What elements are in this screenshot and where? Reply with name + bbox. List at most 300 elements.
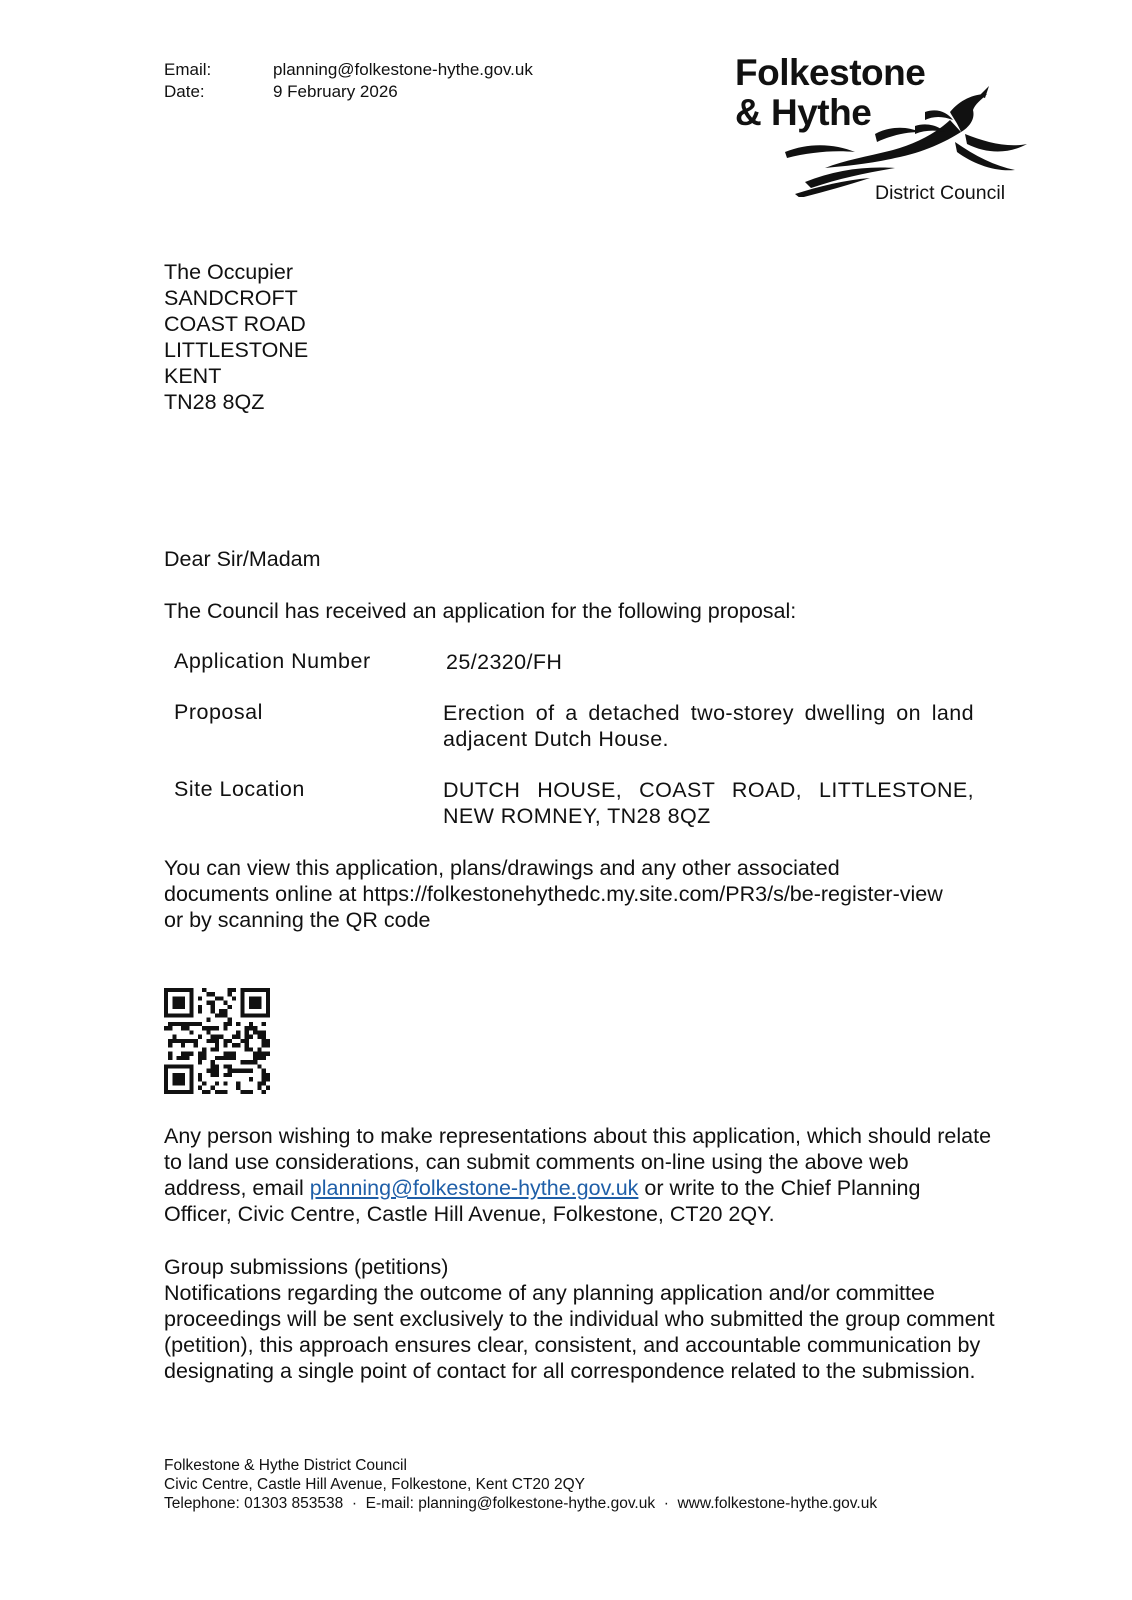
qr-module (189, 1005, 193, 1009)
qr-module (202, 1052, 206, 1056)
qr-module (228, 1018, 232, 1022)
qr-module (232, 1056, 236, 1060)
planning-email-link[interactable]: planning@folkestone-hythe.gov.uk (309, 1176, 639, 1200)
qr-module (168, 988, 172, 992)
qr-module (236, 1069, 240, 1073)
qr-module (211, 1064, 215, 1068)
qr-module (198, 1073, 202, 1077)
qr-module (223, 1064, 227, 1068)
qr-module (228, 1039, 232, 1043)
qr-module (249, 1005, 253, 1009)
salutation: Dear Sir/Madam (164, 547, 321, 571)
qr-module (189, 1022, 193, 1026)
qr-module (245, 1043, 249, 1047)
qr-module (266, 1077, 270, 1081)
qr-module (240, 1005, 244, 1009)
qr-module (168, 1043, 172, 1047)
qr-module (249, 1035, 253, 1039)
qr-module (266, 1039, 270, 1043)
qr-module (189, 1013, 193, 1017)
qr-module (215, 1039, 219, 1043)
qr-module (177, 988, 181, 992)
qr-module (177, 1005, 181, 1009)
qr-module (219, 1035, 223, 1039)
qr-module (240, 1060, 244, 1064)
qr-module (257, 1052, 261, 1056)
qr-module (245, 1060, 249, 1064)
qr-module (185, 1026, 189, 1030)
qr-module (257, 1064, 261, 1068)
qr-module (211, 1005, 215, 1009)
qr-module (215, 1069, 219, 1073)
qr-module (249, 1069, 253, 1073)
qr-module (181, 1026, 185, 1030)
qr-module (245, 1047, 249, 1051)
qr-module (245, 1090, 249, 1094)
qr-module (228, 1069, 232, 1073)
qr-module (215, 1026, 219, 1030)
logo-subtitle: District Council (875, 182, 1006, 204)
qr-module (236, 1081, 240, 1085)
qr-module (172, 988, 176, 992)
qr-module (185, 1056, 189, 1060)
qr-module (198, 1005, 202, 1009)
qr-module (257, 1086, 261, 1090)
qr-module (249, 1060, 253, 1064)
qr-module (253, 1026, 257, 1030)
qr-module (228, 1056, 232, 1060)
logo-line-2: & Hythe (735, 92, 872, 133)
qr-module (181, 1052, 185, 1056)
qr-module (202, 1090, 206, 1094)
qr-module (185, 1039, 189, 1043)
footer-council-name: Folkestone & Hythe District Council (164, 1457, 407, 1474)
qr-module (232, 988, 236, 992)
qr-module (211, 1060, 215, 1064)
qr-module (240, 1013, 244, 1017)
detail-label-proposal: Proposal (174, 700, 263, 724)
qr-module (206, 1069, 210, 1073)
qr-module (232, 1069, 236, 1073)
qr-module (245, 1026, 249, 1030)
qr-module (211, 1009, 215, 1013)
view-line: You can view this application, plans/drawings and any other associated (164, 856, 840, 880)
qr-module (249, 988, 253, 992)
qr-module (164, 992, 168, 996)
qr-module (189, 1009, 193, 1013)
qr-module (253, 996, 257, 1000)
qr-module (223, 1073, 227, 1077)
qr-module (257, 988, 261, 992)
qr-module (181, 988, 185, 992)
qr-module (181, 1043, 185, 1047)
qr-module (223, 1052, 227, 1056)
address-line: LITTLESTONE (164, 338, 309, 362)
qr-module (223, 1039, 227, 1043)
address-line: KENT (164, 364, 222, 388)
council-logo (735, 52, 1035, 212)
qr-module (164, 996, 168, 1000)
qr-module (228, 1052, 232, 1056)
qr-module (189, 1052, 193, 1056)
qr-module (189, 988, 193, 992)
qr-code-icon[interactable] (164, 988, 270, 1094)
qr-module (249, 1077, 253, 1081)
qr-module (189, 1081, 193, 1085)
view-line: documents online at https://folkestonehythedc.my.site.com/PR3/s/be-register-view (164, 882, 943, 906)
qr-module (257, 1081, 261, 1085)
qr-module (181, 1022, 185, 1026)
qr-module (262, 1035, 266, 1039)
qr-module (257, 1035, 261, 1039)
qr-module (168, 1052, 172, 1056)
intro-text: The Council has received an application for the following proposal: (164, 599, 797, 623)
qr-module (206, 992, 210, 996)
qr-module (164, 1073, 168, 1077)
qr-module (164, 1001, 168, 1005)
qr-module (215, 1090, 219, 1094)
qr-module (198, 1086, 202, 1090)
qr-module (211, 1069, 215, 1073)
qr-module (245, 1069, 249, 1073)
qr-module (181, 996, 185, 1000)
qr-module (257, 1005, 261, 1009)
qr-module (168, 1026, 172, 1030)
qr-module (181, 1077, 185, 1081)
qr-module (240, 992, 244, 996)
qr-module (253, 1060, 257, 1064)
qr-module (228, 1005, 232, 1009)
qr-module (206, 1090, 210, 1094)
qr-module (228, 1064, 232, 1068)
qr-module (172, 1090, 176, 1094)
qr-module (266, 1086, 270, 1090)
detail-value-proposal: Erection of a detached two-storey dwelling on land adjacent Dutch House. (443, 701, 974, 751)
qr-module (236, 1035, 240, 1039)
address-line: TN28 8QZ (164, 390, 265, 414)
qr-module (206, 1039, 210, 1043)
qr-module (240, 1009, 244, 1013)
qr-module (253, 1052, 257, 1056)
qr-module (253, 1030, 257, 1034)
qr-module (262, 988, 266, 992)
qr-module (211, 1073, 215, 1077)
qr-module (257, 1001, 261, 1005)
qr-module (194, 1043, 198, 1047)
qr-module (266, 1009, 270, 1013)
qr-module (177, 1077, 181, 1081)
qr-module (215, 1047, 219, 1051)
qr-module (236, 1043, 240, 1047)
qr-module (266, 1001, 270, 1005)
qr-module (240, 1069, 244, 1073)
qr-module (249, 1090, 253, 1094)
qr-module (228, 988, 232, 992)
qr-module (262, 1073, 266, 1077)
qr-module (202, 1056, 206, 1060)
qr-module (211, 1086, 215, 1090)
qr-module (177, 996, 181, 1000)
qr-module (253, 1056, 257, 1060)
qr-module (164, 1009, 168, 1013)
qr-module (232, 1035, 236, 1039)
qr-module (177, 1064, 181, 1068)
qr-module (198, 1022, 202, 1026)
qr-module (266, 988, 270, 992)
qr-module (257, 1030, 261, 1034)
qr-module (262, 1090, 266, 1094)
qr-module (172, 1013, 176, 1017)
detail-label-application-number: Application Number (174, 649, 371, 673)
qr-module (177, 1081, 181, 1085)
qr-module (266, 996, 270, 1000)
qr-module (194, 1022, 198, 1026)
qr-module (172, 1001, 176, 1005)
qr-module (249, 1026, 253, 1030)
qr-module (189, 996, 193, 1000)
qr-module (266, 1005, 270, 1009)
detail-value-application-number: 25/2320/FH (446, 650, 563, 674)
qr-module (245, 1039, 249, 1043)
qr-module (257, 996, 261, 1000)
logo-line-1: Folkestone (735, 52, 926, 93)
qr-module (262, 1022, 266, 1026)
qr-module (245, 1013, 249, 1017)
qr-module (211, 1039, 215, 1043)
qr-module (266, 1073, 270, 1077)
qr-module (164, 1026, 168, 1030)
qr-module (262, 1030, 266, 1034)
qr-module (164, 1013, 168, 1017)
qr-module (202, 1081, 206, 1085)
qr-module (215, 1043, 219, 1047)
qr-module (202, 1026, 206, 1030)
qr-module (257, 1013, 261, 1017)
qr-module (168, 1039, 172, 1043)
qr-module (223, 1013, 227, 1017)
qr-module (168, 1022, 172, 1026)
footer-contact: Telephone: 01303 853538 · E-mail: planning@folkestone-hythe.gov.uk · www.folkestone-hythe.gov.uk (164, 1495, 878, 1512)
qr-module (262, 1013, 266, 1017)
qr-module (172, 1035, 176, 1039)
qr-module (185, 1064, 189, 1068)
qr-module (262, 1052, 266, 1056)
qr-module (181, 1064, 185, 1068)
qr-module (257, 1056, 261, 1060)
qr-module (262, 1056, 266, 1060)
qr-module (206, 1001, 210, 1005)
qr-module (168, 1013, 172, 1017)
qr-module (223, 1081, 227, 1085)
footer-address: Civic Centre, Castle Hill Avenue, Folkestone, Kent CT20 2QY (164, 1476, 585, 1493)
qr-module (185, 1052, 189, 1056)
qr-module (245, 1030, 249, 1034)
qr-module (245, 1035, 249, 1039)
qr-module (189, 1039, 193, 1043)
email-label: Email: (164, 60, 212, 79)
qr-module (249, 1047, 253, 1051)
qr-module (223, 1090, 227, 1094)
qr-module (164, 1077, 168, 1081)
qr-module (240, 1039, 244, 1043)
address-line: COAST ROAD (164, 312, 306, 336)
qr-module (172, 1022, 176, 1026)
view-line: or by scanning the QR code (164, 908, 431, 932)
qr-module (219, 1013, 223, 1017)
qr-module (223, 1022, 227, 1026)
recipient-address (164, 259, 308, 415)
qr-module (262, 1043, 266, 1047)
qr-module (249, 1013, 253, 1017)
qr-module (181, 1056, 185, 1060)
qr-module (223, 1026, 227, 1030)
qr-module (236, 1022, 240, 1026)
qr-module (168, 1090, 172, 1094)
qr-module (253, 988, 257, 992)
qr-module (219, 1056, 223, 1060)
qr-module (181, 1090, 185, 1094)
qr-module (189, 1090, 193, 1094)
qr-module (189, 1030, 193, 1034)
qr-module (236, 1086, 240, 1090)
qr-module (172, 1064, 176, 1068)
qr-module (257, 1047, 261, 1051)
qr-module (172, 1081, 176, 1085)
qr-module (262, 1077, 266, 1081)
qr-module (185, 988, 189, 992)
qr-module (228, 992, 232, 996)
qr-module (172, 1073, 176, 1077)
email-value: planning@folkestone-hythe.gov.uk (273, 60, 533, 79)
qr-module (206, 1030, 210, 1034)
qr-module (262, 1081, 266, 1085)
qr-module (164, 1005, 168, 1009)
qr-module (228, 1073, 232, 1077)
qr-module (177, 1013, 181, 1017)
qr-module (266, 1043, 270, 1047)
group-submissions-heading: Group submissions (petitions) (164, 1255, 449, 1279)
qr-module (232, 996, 236, 1000)
qr-module (189, 1064, 193, 1068)
qr-module (240, 1090, 244, 1094)
qr-module (211, 1001, 215, 1005)
qr-module (236, 1030, 240, 1034)
qr-module (215, 1081, 219, 1085)
qr-module (215, 1073, 219, 1077)
qr-module (172, 1039, 176, 1043)
qr-module (168, 1056, 172, 1060)
qr-module (168, 1064, 172, 1068)
qr-module (172, 996, 176, 1000)
qr-module (189, 1069, 193, 1073)
qr-module (262, 1039, 266, 1043)
qr-module (177, 1090, 181, 1094)
qr-module (253, 1013, 257, 1017)
qr-module (223, 1009, 227, 1013)
qr-module (245, 988, 249, 992)
qr-module (211, 1047, 215, 1051)
qr-module (206, 1026, 210, 1030)
qr-module (185, 1022, 189, 1026)
qr-module (181, 1005, 185, 1009)
qr-module (198, 1009, 202, 1013)
qr-module (172, 1005, 176, 1009)
qr-module (164, 1064, 168, 1068)
detail-value-site-location: DUTCH HOUSE, COAST ROAD, LITTLESTONE, NEW ROMNEY, TN28 8QZ (443, 778, 974, 828)
qr-module (164, 1069, 168, 1073)
qr-module (266, 1013, 270, 1017)
qr-module (266, 992, 270, 996)
qr-module (198, 996, 202, 1000)
qr-module (181, 1081, 185, 1085)
qr-module (198, 1077, 202, 1081)
qr-module (253, 1001, 257, 1005)
representations-text-1: Any person wishing to make representations about this application, which should relate to land use considerations, can submit comments on-line using the above web address, email (164, 1124, 992, 1200)
qr-module (202, 988, 206, 992)
qr-module (219, 1009, 223, 1013)
qr-module (249, 1022, 253, 1026)
horse-emblem-icon (775, 82, 1030, 197)
qr-module (177, 1056, 181, 1060)
qr-module (215, 1035, 219, 1039)
qr-module (185, 1090, 189, 1094)
qr-module (223, 1001, 227, 1005)
qr-module (206, 1018, 210, 1022)
representations-text-2: or write to the Chief Planning Officer, Civic Centre, Castle Hill Avenue, Folkestone, CT20 2QY. (164, 1176, 921, 1226)
qr-module (232, 1043, 236, 1047)
qr-module (177, 1022, 181, 1026)
qr-module (240, 996, 244, 1000)
qr-module (177, 1073, 181, 1077)
qr-module (181, 1073, 185, 1077)
detail-label-site-location: Site Location (174, 777, 305, 801)
qr-module (253, 1005, 257, 1009)
qr-module (189, 1073, 193, 1077)
date-value: 9 February 2026 (273, 82, 398, 101)
qr-module (215, 1064, 219, 1068)
qr-module (177, 1001, 181, 1005)
qr-module (164, 1086, 168, 1090)
qr-module (181, 1001, 185, 1005)
qr-module (223, 1043, 227, 1047)
qr-module (189, 992, 193, 996)
qr-module (249, 996, 253, 1000)
address-line: The Occupier (164, 260, 294, 284)
qr-module (215, 996, 219, 1000)
qr-module (198, 1052, 202, 1056)
group-submissions-body: Notifications regarding the outcome of any planning application and/or committee proceedings will be sent exclusively to the individual who submitted the group comment (petition), this approach ensures clear, consistent, and accountable communication by designating a single point of contact for all correspondence related to the submission. (164, 1281, 995, 1383)
qr-module (177, 1039, 181, 1043)
qr-module (181, 1013, 185, 1017)
qr-module (164, 988, 168, 992)
qr-module (219, 996, 223, 1000)
date-label: Date: (164, 82, 205, 101)
qr-module (211, 992, 215, 996)
qr-module (202, 1047, 206, 1051)
qr-module (189, 1086, 193, 1090)
qr-module (240, 988, 244, 992)
qr-module (215, 1013, 219, 1017)
qr-module (219, 1090, 223, 1094)
qr-module (198, 1035, 202, 1039)
representations-paragraph (164, 1123, 994, 1227)
qr-module (262, 1069, 266, 1073)
qr-module (189, 1077, 193, 1081)
qr-module (228, 1022, 232, 1026)
qr-module (164, 1081, 168, 1085)
address-line: SANDCROFT (164, 286, 298, 310)
qr-module (194, 1039, 198, 1043)
